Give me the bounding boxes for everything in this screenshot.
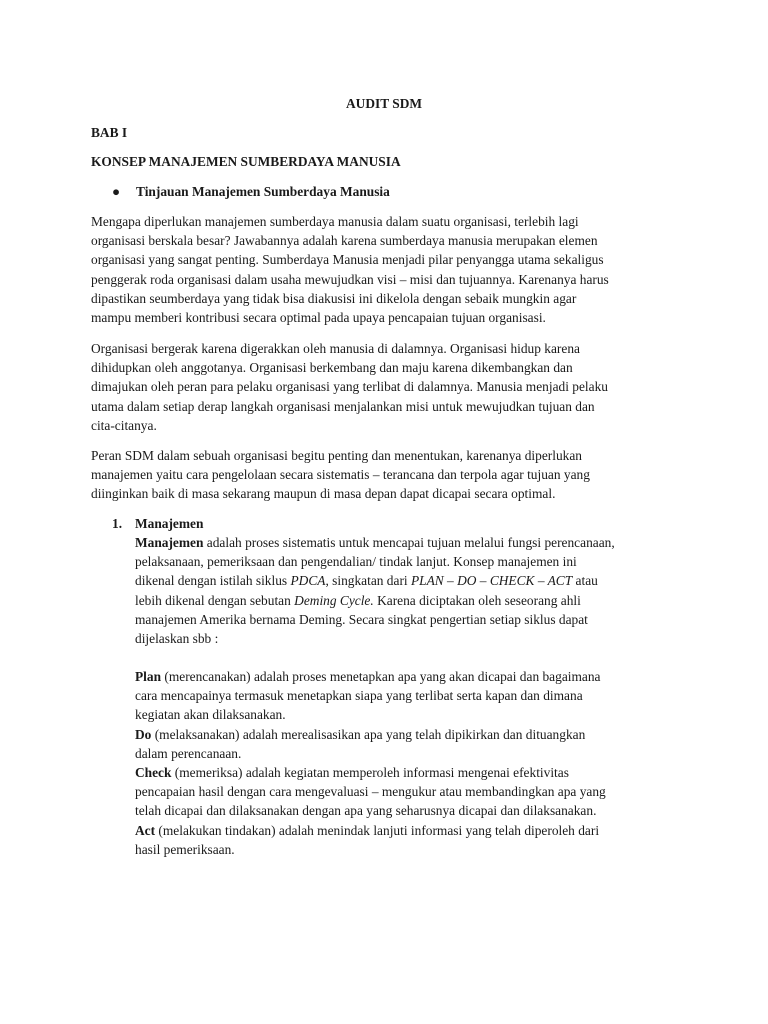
paragraph-line: manajemen yaitu cara pengelolaan secara sistematis – terancana dan terpola agar tujuan yang — [91, 467, 590, 483]
definition-line — [135, 571, 695, 590]
paragraph-line: organisasi yang sangat penting. Sumberdaya Manusia menjadi pilar penyangga utama sekaligus — [91, 252, 604, 268]
definition-line: dijelaskan sbb : — [135, 631, 219, 647]
cycle-act — [135, 821, 695, 840]
paragraph-3 — [91, 446, 683, 504]
cycle-plan — [135, 667, 695, 686]
cycle-term: Act — [135, 822, 156, 838]
cycle-text: (merencanakan) adalah proses menetapkan apa yang akan dicapai dan bagaimana — [161, 669, 601, 684]
section-number: 1. — [112, 516, 123, 531]
cycle-text: (melaksanakan) adalah merealisasikan apa yang telah dipikirkan dan dituangkan — [151, 726, 586, 742]
chapter-number: BAB I — [91, 125, 128, 140]
bullet-item — [112, 182, 390, 201]
definition-line — [135, 533, 695, 552]
paragraph-line: penggerak roda organisasi dalam usaha mewujudkan visi – misi dan tujuannya. Karenanya harus — [91, 271, 609, 287]
definition-text: lebih dikenal dengan sebutan — [135, 592, 295, 608]
definition-text: Karena diciptakan oleh seseorang ahli — [373, 592, 581, 608]
manajemen-definition — [135, 533, 695, 648]
paragraph-line: Peran SDM dalam sebuah organisasi begitu penting dan menentukan, karenanya diperlukan — [91, 448, 582, 463]
definition-text: , singkatan dari — [325, 573, 411, 589]
paragraph-line: diinginkan baik di masa sekarang maupun di masa depan dapat dicapai secara optimal. — [91, 486, 556, 502]
pdca-full-term: PLAN – DO – CHECK – ACT — [410, 573, 573, 589]
section-heading — [112, 514, 203, 533]
definition-line: manajemen Amerika bernama Deming. Secara singkat pengertian setiap siklus dapat — [135, 611, 588, 627]
paragraph-2 — [91, 339, 683, 435]
term-manajemen: Manajemen — [135, 535, 204, 550]
cycle-line: hasil pemeriksaan. — [135, 841, 235, 857]
cycle-line: cara mencapainya termasuk menetapkan siapa yang terlibat serta kapan dan dimana — [135, 688, 583, 704]
paragraph-line: dipastikan seumberdaya yang tidak bisa diakusisi ini dikelola dengan sebaik mungkin agar — [91, 290, 577, 306]
paragraph-line: dimajukan oleh peran para pelaku organisasi yang terlibat di dalamnya. Manusia menjadi pelaku — [91, 379, 608, 395]
cycle-line: pencapaian hasil dengan cara mengevaluasi – mengukur atau membandingkan apa yang — [135, 784, 606, 800]
cycle-check — [135, 763, 695, 782]
paragraph-line: mampu memberi kontribusi secara optimal pada upaya pencapaian tujuan organisasi. — [91, 310, 546, 326]
bullet-text: Tinjauan Manajemen Sumberdaya Manusia — [136, 184, 390, 199]
pdca-term: PDCA — [290, 573, 326, 589]
pdca-cycle-list — [135, 667, 695, 859]
paragraph-line: dihidupkan oleh anggotanya. Organisasi berkembang dan maju karena dikembangkan dan — [91, 360, 573, 376]
cycle-line: telah dicapai dan dilaksanakan dengan apa yang seharusnya dicapai dan dilaksanakan. — [135, 803, 597, 819]
cycle-text: (melakukan tindakan) adalah menindak lanjuti informasi yang telah diperoleh dari — [155, 822, 600, 838]
cycle-term: Plan — [135, 669, 162, 684]
paragraph-line: cita-citanya. — [91, 417, 157, 433]
paragraph-line: utama dalam setiap derap langkah organisasi menjalankan misi untuk mewujudkan tujuan dan — [91, 398, 595, 414]
bullet-icon: ● — [112, 184, 121, 199]
chapter-title: KONSEP MANAJEMEN SUMBERDAYA MANUSIA — [91, 154, 401, 169]
cycle-text: (memeriksa) adalah kegiatan memperoleh informasi mengenai efektivitas — [171, 765, 569, 781]
section-title: Manajemen — [135, 516, 204, 531]
paragraph-line: organisasi berskala besar? Jawabannya adalah karena sumberdaya manusia merupakan elemen — [91, 233, 598, 249]
cycle-line: kegiatan akan dilaksanakan. — [135, 707, 286, 723]
deming-term: Deming Cycle. — [294, 592, 374, 608]
paragraph-line: Organisasi bergerak karena digerakkan oleh manusia di dalamnya. Organisasi hidup karena — [91, 341, 580, 356]
paragraph-line: Mengapa diperlukan manajemen sumberdaya manusia dalam suatu organisasi, terlebih lagi — [91, 214, 579, 229]
cycle-term: Do — [135, 726, 152, 742]
definition-text: dikenal dengan istilah siklus — [135, 573, 291, 589]
definition-text: atau — [572, 573, 598, 589]
document-title: AUDIT SDM — [345, 96, 422, 111]
cycle-term: Check — [135, 765, 172, 781]
definition-line: pelaksanaan, pemeriksaan dan pengendalian/ tindak lanjut. Konsep manajemen ini — [135, 554, 577, 570]
cycle-do — [135, 725, 695, 744]
definition-text: adalah proses sistematis untuk mencapai tujuan melalui fungsi perencanaan, — [203, 535, 615, 550]
definition-line — [135, 591, 695, 610]
cycle-line: dalam perencanaan. — [135, 745, 242, 761]
paragraph-1 — [91, 212, 683, 327]
